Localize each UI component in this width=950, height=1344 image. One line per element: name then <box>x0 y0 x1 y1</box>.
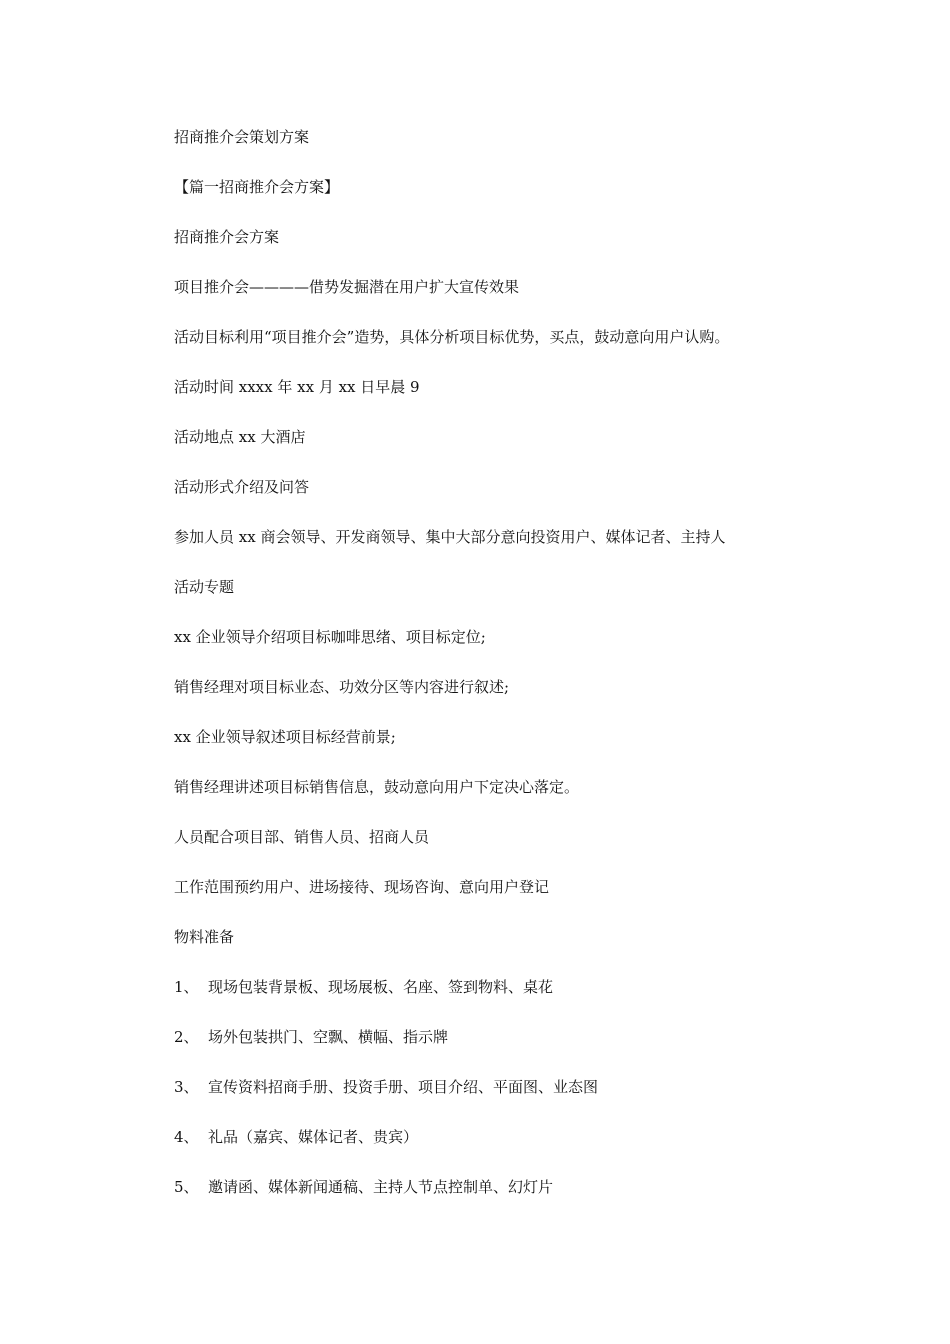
plan-subtitle: 招商推介会方案 <box>174 228 280 246</box>
material-text: 邀请函、媒体新闻通稿、主持人节点控制单、幻灯片 <box>208 1178 554 1196</box>
event-time: 活动时间 xxxx 年 xx 月 xx 日早晨 9 <box>174 378 420 396</box>
material-item <box>174 1022 854 1072</box>
material-item <box>174 972 854 1022</box>
material-text: 宣传资料招商手册、投资手册、项目介绍、平面图、业态图 <box>208 1078 599 1096</box>
material-text: 场外包装拱门、空飘、横幅、指示牌 <box>208 1028 449 1046</box>
event-goal: 活动目标利用“项目推介会”造势，具体分析项目标优势，买点，鼓动意向用户认购。 <box>174 328 730 346</box>
topic-item: 销售经理对项目标业态、功效分区等内容进行叙述; <box>174 678 510 696</box>
staff-coordination: 人员配合项目部、销售人员、招商人员 <box>174 828 430 846</box>
material-text: 礼品（嘉宾、媒体记者、贵宾） <box>208 1128 419 1146</box>
event-theme: 项目推介会————借势发掘潜在用户扩大宣传效果 <box>174 278 520 296</box>
topic-item: 销售经理讲述项目标销售信息，鼓动意向用户下定决心落定。 <box>174 778 580 796</box>
material-number: 2、 <box>174 1028 199 1046</box>
material-number: 3、 <box>174 1078 199 1096</box>
materials-heading: 物料准备 <box>174 928 235 946</box>
document-title: 招商推介会策划方案 <box>174 128 310 146</box>
event-participants: 参加人员 xx 商会领导、开发商领导、集中大部分意向投资用户、媒体记者、主持人 <box>174 528 726 546</box>
topic-item: xx 企业领导叙述项目标经营前景; <box>174 728 396 746</box>
material-item <box>174 1122 854 1172</box>
material-number: 5、 <box>174 1178 199 1196</box>
event-format: 活动形式介绍及问答 <box>174 478 310 496</box>
work-scope: 工作范围预约用户、进场接待、现场咨询、意向用户登记 <box>174 878 550 896</box>
event-place: 活动地点 xx 大酒店 <box>174 428 306 446</box>
material-number: 4、 <box>174 1128 199 1146</box>
document-body <box>174 122 854 1222</box>
material-number: 1、 <box>174 978 199 996</box>
material-item <box>174 1172 854 1222</box>
topics-heading: 活动专题 <box>174 578 235 596</box>
material-text: 现场包装背景板、现场展板、名座、签到物料、桌花 <box>208 978 554 996</box>
topic-item: xx 企业领导介绍项目标咖啡思绪、项目标定位; <box>174 628 486 646</box>
section-heading: 【篇一招商推介会方案】 <box>174 178 340 196</box>
material-item <box>174 1072 854 1122</box>
